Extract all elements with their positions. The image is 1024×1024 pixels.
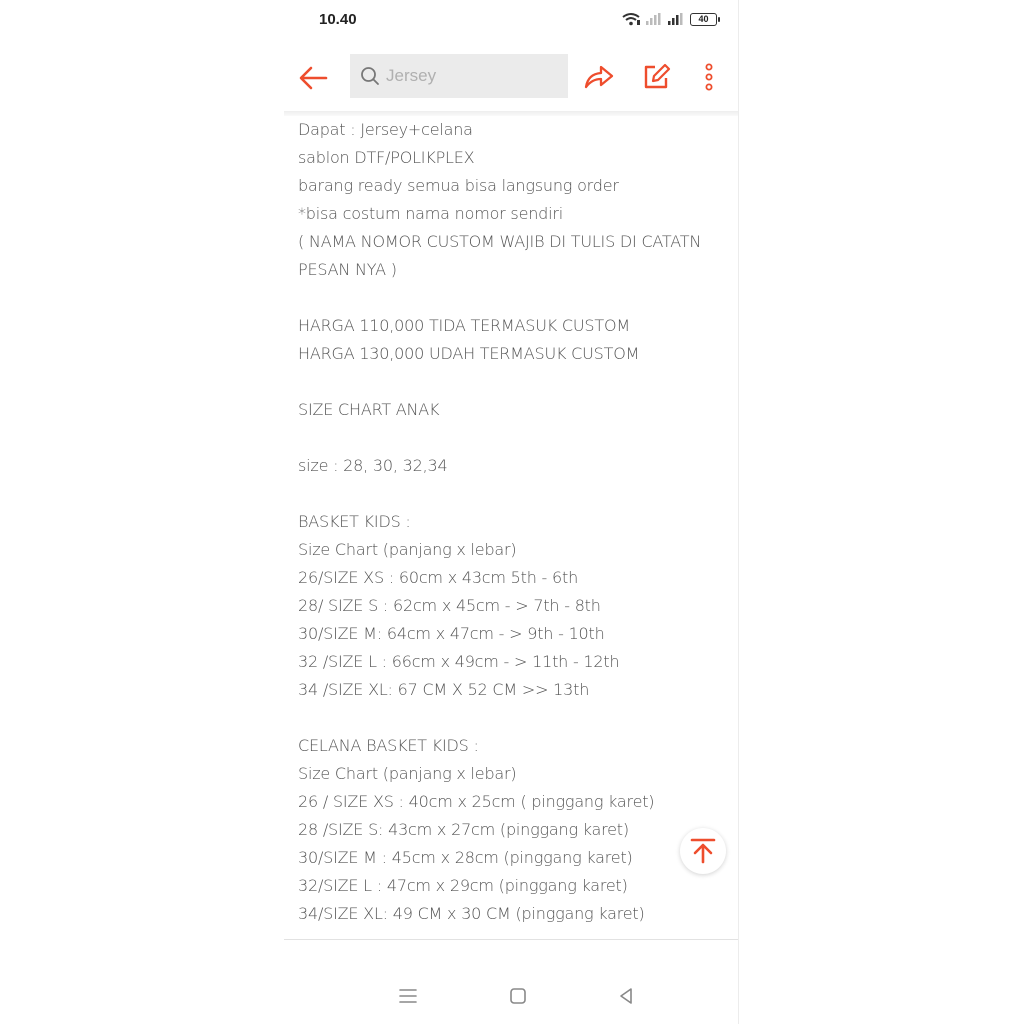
more-options-button[interactable] xyxy=(696,60,722,94)
nav-menu-button[interactable] xyxy=(396,984,420,1008)
description-line: Size Chart (panjang x lebar) xyxy=(298,764,517,783)
more-vertical-icon xyxy=(696,60,722,94)
search-input[interactable] xyxy=(350,54,568,98)
description-line: 30/SIZE M : 45cm x 28cm (pinggang karet) xyxy=(298,848,633,867)
edit-icon xyxy=(640,60,674,94)
description-line: HARGA 130,000 UDAH TERMASUK CUSTOM xyxy=(298,344,640,363)
description-line: size : 28, 30, 32,34 xyxy=(298,456,448,475)
description-line: Size Chart (panjang x lebar) xyxy=(298,540,517,559)
description-line: barang ready semua bisa langsung order xyxy=(298,176,619,195)
phone-edge-right xyxy=(738,0,739,1024)
description-line: 34 /SIZE XL: 67 CM X 52 CM >> 13th xyxy=(298,680,590,699)
description-line xyxy=(298,424,728,452)
scroll-to-top-button[interactable] xyxy=(680,828,726,874)
nav-home-button[interactable] xyxy=(506,984,530,1008)
system-nav-bar xyxy=(284,976,739,1016)
back-triangle-icon xyxy=(614,984,638,1008)
edit-button[interactable] xyxy=(640,60,674,94)
back-arrow-icon xyxy=(296,60,332,96)
description-line: PESAN NYA ) xyxy=(298,260,397,279)
product-description xyxy=(298,116,728,928)
wifi-icon xyxy=(622,12,640,26)
signal-sim2-icon xyxy=(668,13,684,25)
description-line xyxy=(298,480,728,508)
status-time: 10.40 xyxy=(319,11,357,28)
description-line: sablon DTF/POLIKPLEX xyxy=(298,148,475,167)
header-bar xyxy=(284,50,739,106)
description-line: CELANA BASKET KIDS : xyxy=(298,736,479,755)
description-line: SIZE CHART ANAK xyxy=(298,400,440,419)
description-line: 32/SIZE L : 47cm x 29cm (pinggang karet) xyxy=(298,876,628,895)
description-line: *bisa costum nama nomor sendiri xyxy=(298,204,563,223)
description-line xyxy=(298,704,728,732)
share-icon xyxy=(582,60,616,94)
description-line: HARGA 110,000 TIDA TERMASUK CUSTOM xyxy=(298,316,630,335)
status-bar xyxy=(284,0,739,40)
description-line: BASKET KIDS : xyxy=(298,512,411,531)
description-line: 30/SIZE M: 64cm x 47cm - > 9th - 10th xyxy=(298,624,605,643)
description-line: 28 /SIZE S: 43cm x 27cm (pinggang karet) xyxy=(298,820,629,839)
description-line: Dapat : Jersey+celana xyxy=(298,120,473,139)
description-line: 26/SIZE XS : 60cm x 43cm 5th - 6th xyxy=(298,568,579,587)
back-button[interactable] xyxy=(296,60,332,96)
description-line: 28/ SIZE S : 62cm x 45cm - > 7th - 8th xyxy=(298,596,601,615)
menu-icon xyxy=(396,984,420,1008)
home-square-icon xyxy=(506,984,530,1008)
description-line xyxy=(298,284,728,312)
nav-back-button[interactable] xyxy=(614,984,638,1008)
signal-sim1-icon xyxy=(646,13,662,25)
content-divider xyxy=(284,939,739,940)
description-line: 34/SIZE XL: 49 CM x 30 CM (pinggang karet) xyxy=(298,904,645,923)
description-line: 26 / SIZE XS : 40cm x 25cm ( pinggang karet) xyxy=(298,792,655,811)
status-icons xyxy=(622,12,717,26)
partially-visible-content xyxy=(450,962,530,968)
search-placeholder: Jersey xyxy=(386,66,437,85)
description-line xyxy=(298,368,728,396)
phone-screen xyxy=(284,0,739,1024)
search-icon xyxy=(360,66,380,86)
description-line: ( NAMA NOMOR CUSTOM WAJIB DI TULIS DI CATATN xyxy=(298,232,702,251)
battery-icon: 40 xyxy=(690,13,717,26)
share-button[interactable] xyxy=(582,60,616,94)
scroll-to-top-icon xyxy=(690,838,716,864)
description-line: 32 /SIZE L : 66cm x 49cm - > 11th - 12th xyxy=(298,652,620,671)
